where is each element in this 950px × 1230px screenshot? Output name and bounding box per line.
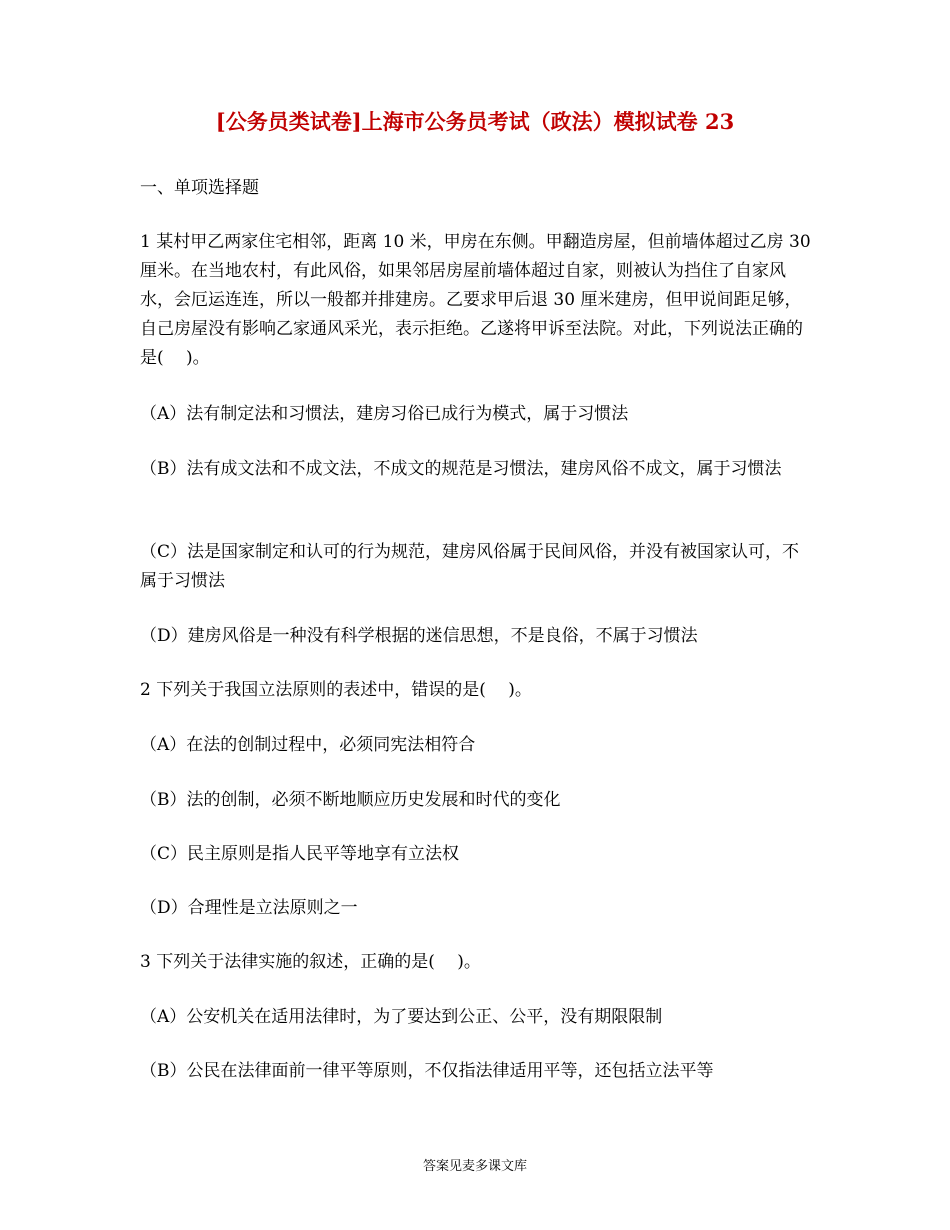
question-3-option-b: （B）公民在法律面前一律平等原则，不仅指法律适用平等，还包括立法平等 [140,1061,714,1081]
section-heading: 一、单项选择题 [140,178,259,198]
question-3-stem: 3 下列关于法律实施的叙述，正确的是( )。 [140,952,481,972]
question-2-stem: 2 下列关于我国立法原则的表述中，错误的是( )。 [140,680,532,700]
question-1-option-a: （A）法有制定法和习惯法，建房习俗已成行为模式，属于习惯法 [140,404,629,424]
page-title: [公务员类试卷]上海市公务员考试（政法）模拟试卷 23 [215,109,735,134]
question-1-option-d: （D）建房风俗是一种没有科学根据的迷信思想，不是良俗，不属于习惯法 [140,626,698,646]
question-3-option-a: （A）公安机关在适用法律时，为了要达到公正、公平，没有期限限制 [140,1007,663,1027]
question-2-option-b: （B）法的创制，必须不断地顺应历史发展和时代的变化 [140,790,561,810]
question-1-stem: 1 某村甲乙两家住宅相邻，距离 10 米，甲房在东侧。甲翻造房屋，但前墙体超过乙房 30 厘米。在当地农村，有此风俗，如果邻居房屋前墙体超过自家，则被认为挡住了自家风水，会厄运连连，所以一般都并排建房。乙要求甲后退 30 厘米建房，但甲说间距足够，自己房屋没有影响乙家通风采光，表示拒绝。乙遂将甲诉至法院。对此，下列说法正确的是( )。 [140,232,811,368]
question-2-option-a: （A）在法的创制过程中，必须同宪法相符合 [140,735,476,755]
question-2-option-d: （D）合理性是立法原则之一 [140,898,358,918]
page-footer: 答案见麦多课文库 [422,1159,527,1174]
question-1-option-b: （B）法有成文法和不成文法，不成文的规范是习惯法，建房风俗不成文，属于习惯法 [140,459,782,479]
question-1-option-c: （C）法是国家制定和认可的行为规范，建房风俗属于民间风俗，并没有被国家认可，不属于习惯法 [140,542,800,591]
question-2-option-c: （C）民主原则是指人民平等地享有立法权 [140,844,460,864]
